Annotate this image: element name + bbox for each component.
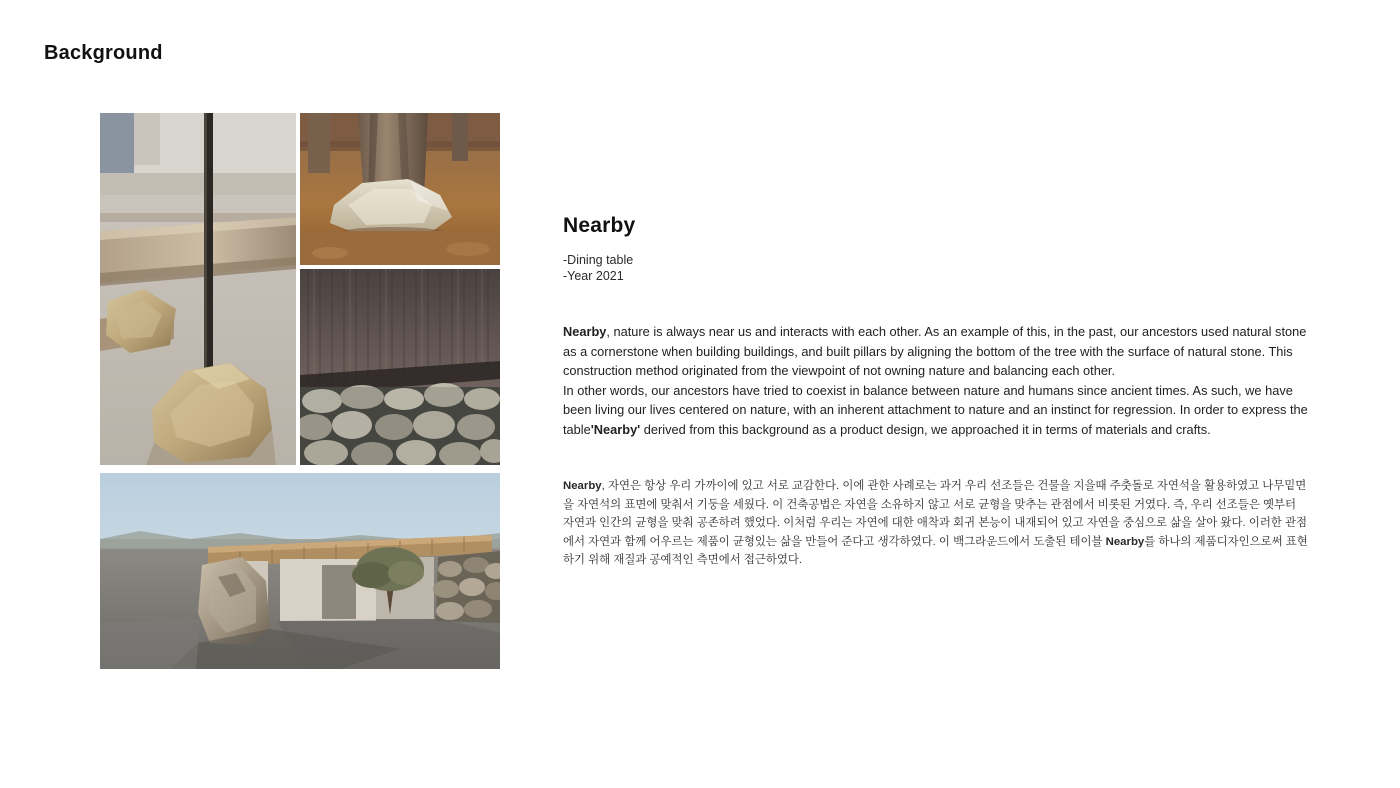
description-korean-part1: , 자연은 항상 우리 가까이에 있고 서로 교감한다. 이에 관한 사례로는 과거 우리 선조들은 건물을 지을때 주춧돌로 자연석을 활용하였고 나무밑면을 자연석의 표면에 맞춰서 기둥을 세웠다. 이 건축공법은 자연을 소유하지 않고 서로 균형을 맞추는 관점에서 비롯된 거였다. 즉, 우리 선조들은 옛부터 자연과 인간의 균형을 맞춰 공존하려 했었다. 이처럼 우리는 자연에 대한 애착과 회귀 본능이 내재되어 있고 자연을 중심으로 삶을 살아 왔다. 이러한 관점에서 자연과 함께 어우르는 제품이 균형있는 삶을 만들어 준다고 생각하였다. 이 백그라운드에서 도출된 테이블	[563, 480, 1307, 548]
description-english-lead: Nearby	[563, 324, 607, 339]
text-column	[563, 214, 1308, 570]
description-english-part1: , nature is always near us and interacts with each other. As an example of this, in the past, our ancestors used natural stone as a cornerstone when building buildings, and built pillars by aligning the bottom of the tree with the surface of natural stone. This construction method originated from the viewpoint of not owning nature and balancing each other.	[563, 324, 1307, 378]
photo-table-stone-base	[100, 113, 296, 465]
description-english-quoted: 'Nearby'	[590, 421, 641, 437]
description-korean-part2: 를 하나의 제품디자인으로써 표현하기 위해 재질과 공예적인 측면에서 접근하였다.	[563, 535, 1308, 566]
photo-table-stone-base-art	[100, 113, 296, 465]
project-meta-type: -Dining table	[563, 253, 634, 267]
description-korean-strong: Nearby	[1105, 535, 1145, 548]
photo-tree-trunk-on-stone	[300, 113, 500, 265]
description-english-part2: In other words, our ancestors have tried to coexist in balance between nature and humans since ancient times. As such, we have been living our lives centered on nature, with an inherent attachment to nature and an instinct for regression. In order to express the table	[563, 382, 1308, 437]
description-korean-lead: Nearby	[563, 480, 602, 492]
photo-outdoor-pavilion	[100, 473, 500, 669]
page-title: Background	[44, 42, 163, 64]
description-korean	[563, 477, 1308, 570]
project-meta	[563, 252, 1308, 284]
photo-stone-wall-detail	[300, 269, 500, 465]
project-title: Nearby	[563, 214, 636, 237]
image-collage	[100, 113, 500, 669]
photo-tree-trunk-art	[300, 113, 500, 265]
photo-stone-wall-art	[300, 269, 500, 465]
description-english	[563, 322, 1308, 439]
description-english-part3: derived from this background as a product design, we approached it in terms of materials and crafts.	[640, 421, 1211, 437]
photo-outdoor-pavilion-art	[100, 473, 500, 669]
project-meta-year: -Year 2021	[563, 269, 624, 283]
